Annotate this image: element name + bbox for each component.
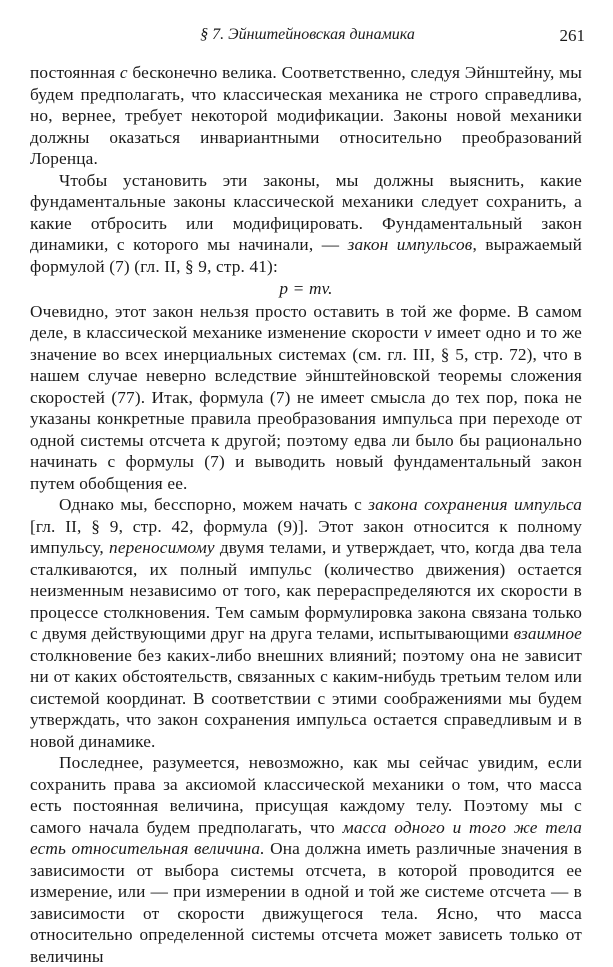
text-run: постоянная (30, 63, 120, 82)
text-run: , выражаемый формулой (7) (гл. II, § 9, стр. 41): (30, 235, 582, 276)
text-run: имеет одно и то же значение во всех инерциальных системах (см. гл. III, § 5, стр. 72), что в нашем случае неверно вследствие эйнштейновской теоремы сложения скоростей (77). Итак, формула (7) не имеет смысла до тех пор, пока не указаны конкретные правила преобразования импульса при переходе от одной системы отсчета к другой; поэтому едва ли было бы рационально начинать с формулы (7) и выводить новый фундаментальный закон путем обобщения ее. (30, 323, 582, 493)
law-of-momentum-term: закон импульсов (347, 235, 473, 254)
text-run: двумя телами, и утверждает, что, когда два тела сталкиваются, их полный импульс (количество движения) остается неизменным независимо от того, как перераспределяются их скорости в процессе столкновения. Тем самым формулировка закона связана только с двумя действующими друг на друга телами, испытывающими (30, 538, 582, 643)
text-run: Однако мы, бесспорно, можем начать с (59, 495, 369, 514)
text-run: Она должна иметь различные значения в зависимости от выбора системы отсчета, в которой проводится ее измерение, или — при измерении в одной и той же системе отсчета — в зависимости от скорости движущегося тела. Ясно, что масса относительно определенной системы отсчета может зависеть только от величины (30, 839, 582, 966)
paragraph-4 (30, 494, 582, 752)
text-run: Чтобы установить эти законы, мы должны выяснить, какие фундаментальные законы классической механики следует сохранить, а какие отбросить или модифицировать. Фундаментальный закон динамики, с которого мы начинали, — (30, 170, 582, 254)
text-run: столкновение без каких-либо внешних влияний; поэтому она не зависит ни от каких обстоятельств, связанных с каким-нибудь третьим телом или системой координат. В соответствии с этими соображениями мы будем утверждать, что закон сохранения импульса остается справедливым и в новой динамике. (30, 645, 582, 751)
paragraph-1 (30, 62, 582, 170)
page-number: 261 (559, 26, 585, 45)
page-body (30, 62, 582, 967)
page-header (30, 26, 585, 48)
velocity-symbol: v (423, 323, 432, 342)
conservation-law-term: закона сохранения импульса (368, 495, 582, 514)
mutual-term: взаимное (513, 624, 582, 643)
text-run: бесконечно велика. Соответственно, следуя Эйнштейну, мы будем предполагать, что классическая механика не строго справедлива, но, вернее, требует некоторой модификации. Законы новой механики должны оказаться инвариантными относительно преобразований Лоренца. (30, 63, 582, 168)
text-run: Очевидно, этот закон нельзя просто оставить в той же форме. В самом деле, в классической механике изменение скорости (30, 301, 582, 342)
relative-mass-statement: масса одного и того же тела есть относительная величина. (30, 817, 582, 858)
paragraph-5 (30, 752, 582, 967)
text-run: Последнее, разумеется, невозможно, как мы сейчас увидим, если сохранить права за аксиомой классической механики о том, что масса есть постоянная величина, присущая каждому телу. Поэтому мы с самого начала будем предполагать, что (30, 753, 582, 837)
momentum-formula: p = mv. (279, 279, 333, 298)
paragraph-3 (30, 301, 582, 495)
paragraph-2 (30, 170, 582, 278)
speed-of-light-symbol: c (119, 63, 128, 82)
transferred-term: переносимому (109, 538, 215, 557)
running-title: § 7. Эйнштейновская динамика (200, 26, 415, 43)
text-run: [гл. II, § 9, стр. 42, формула (9)]. Этот закон относится к полному импульсу, (30, 516, 582, 557)
